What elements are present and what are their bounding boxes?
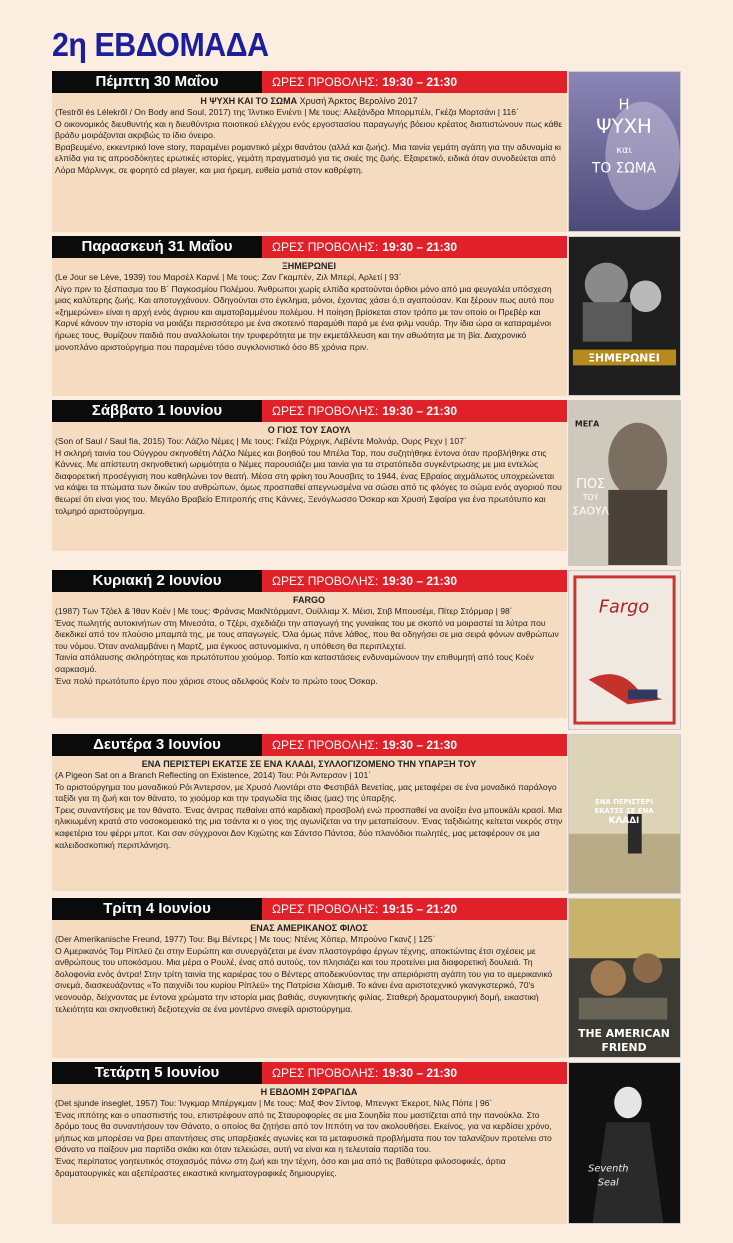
film-synopsis: Ο Αμερικανός Τομ Ρίπλεϋ ζει στην Ευρώπη και συνεργάζεται με έναν πλαστογράφο έργων τέχνης, αποκτώντας έτσι σχέσεις με ανθρώπους του υποκόσμου. Μια μέρα ο Ρουλέ, ένας από αυτούς, τον πλησιάζει και του προτείνει μια διαφορετική δουλειά. Τη δολοφονία ενός άντρα! Στην τρίτη ταινία της καριέρας του ο Βέντερς αποδεικνύοντας την απεριόριστη αγάπη του για το αμερικανικό σινεμά, διασκευάζοντας «Το παιχνίδι του κυρίου Ρίπλεϋ» της Πατρίσια Χάισμιθ. Το κάνει ένα αριστοτεχνικό γκανγκστερικό, 70's νεονουάρ, δείχνοντας με έντονα χρώματα την ιστορία μιας βαθιάς, συγκινητικής φιλίας. Σταθερή δραματουργική δομή, εικαστική τελειότητα και σκηνοθετική δεξιοτεχνία σε ένα μοντέρνο σινεφίλ αριστούργημα. xyxy=(55,945,553,1014)
film-entry xyxy=(52,898,681,1058)
film-review: Τρεις συναντήσεις με τον θάνατο. Ένας άντρας πεθαίνει από καρδιακή προσβολή ενώ προσπαθεί να ανοίξει ένα μπουκάλι κρασί. Μια ηλικιωμένη κρατά στο νοσοκομειακό της μια τσάντα κι ο γιος της αγωνίζεται να την μεταπείσουν. Ένας ταξιδιώτης κείτεται νεκρός στην καφετέρια του φέρρι μποτ. Και σαν σύγχρονοι Δον Κιχώτης και Σάντσο Πάντσα, δύο πλανόδιοι πωλητές, μας μεταφέρουν σε μια καλειδοσκοπική περιπλάνηση. xyxy=(55,804,563,850)
screening-times xyxy=(262,236,567,258)
poster-image xyxy=(569,571,680,729)
entry-header xyxy=(52,71,567,93)
film-award: Χρυσή Άρκτος Βερολίνο 2017 xyxy=(299,96,418,106)
poster-image xyxy=(569,899,680,1057)
poster-text: ΚΛΑΔΙ xyxy=(608,815,640,826)
poster-text: ΤΟ ΣΩΜΑ xyxy=(592,160,656,177)
poster-text: ΕΝΑ ΠΕΡΙΣΤΕΡΙ xyxy=(595,798,653,807)
entry-header xyxy=(52,236,567,258)
times-value: 19:30 – 21:30 xyxy=(382,738,458,752)
film-credits: (Testről és Lélekről / On Body and Soul, 2017) της Ίλντικο Ενιέντι | Με τους: Αλεξάνδρα Μπορμπέλι, Γκέζα Μορτσάνι | 116΄ xyxy=(55,107,519,117)
poster-image xyxy=(569,237,680,395)
times-label: ΩΡΕΣ ΠΡΟΒΟΛΗΣ: xyxy=(272,1066,379,1080)
day-label: Πέμπτη 30 Μαΐου xyxy=(52,71,262,93)
day-label: Τρίτη 4 Ιουνίου xyxy=(52,898,262,920)
svg-text:ΜΕΓΑ: ΜΕΓΑ xyxy=(574,419,600,429)
day-label: Σάββατο 1 Ιουνίου xyxy=(52,400,262,422)
film-review: Βραβευμένο, εκκεντρικό love story, παραμένει ρομαντικό μέχρι θανάτου (αλλά και ζωής). Μια ταινία γεμάτη αγάπη για την αδυναμία κι ελπίδα για τις απροσδόκητες ερωτικές ιστορίες, γεμάτη πραγματισμό για τις σκιές της ζωής. Εξαιρετικό, ειδικά όταν συνοδεύεται από Λόρα Μάρλινγκ, σε φορητό cd player, και μια ήρεμη, ευθεία ματιά στον καθρέφτη. xyxy=(55,141,561,175)
screening-times xyxy=(262,400,567,422)
entry-header xyxy=(52,734,567,756)
times-value: 19:30 – 21:30 xyxy=(382,1066,458,1080)
film-title: Η ΕΒΔΟΜΗ ΣΦΡΑΓΙΔΑ xyxy=(260,1087,358,1097)
film-credits: (1987) Των Τζόελ & Ίθαν Κοέν | Με τους: Φράνσις ΜακΝτόρμαντ, Ουίλλιαμ Χ. Μέισι, Στιβ Μπουσέμι, Πίτερ Στόρμαρ | 98΄ xyxy=(55,606,513,616)
times-label: ΩΡΕΣ ΠΡΟΒΟΛΗΣ: xyxy=(272,574,379,588)
film-title: ΞΗΜΕΡΩΝΕΙ xyxy=(281,261,336,271)
poster-text: ΤΟΥ xyxy=(582,492,599,502)
film-entry xyxy=(52,734,681,894)
poster-text: Seal xyxy=(597,1177,619,1189)
film-note: Ένα πολύ πρωτότυπο έργο που χάρισε στους αδελφούς Κοέν το πρώτο τους Όσκαρ. xyxy=(55,675,378,686)
film-synopsis: Η σκληρή ταινία του Ούγγρου σκηνοθέτη Λάζλο Νέμες και βοηθού του Μπέλα Ταρ, που συζητήθηκε έντονα όταν προβλήθηκε στις Κάννες. Με απίστευτη σκηνοθετική ωριμότητα ο Νέμες παρουσιάζει μια ταινία για τα στρατόπεδα συγκέντρωσης με μια εντελώς διαφορετική προσέγγιση που καθηλώνει τον θεατή. Μέσα στη φρίκη του Άουσβιτς το 1944, ένας Εβραίος αιχμάλωτος υποχρεώνεται να κάψει τα πτώματα των δικών του ανθρώπων, όμως προσπαθεί απεγνωσμένα να σώσει από τις φλόγες το σώμα ενός αγοριού που θεωρεί ότι είναι γιος του. Μεγάλο Βραβείο Επιτροπής στις Κάννες, Ξενόγλωσσο Όσκαρ και Χρυσή Σφαίρα για ένα πρωτότυπο και τολμηρό αριστούργημα. xyxy=(55,447,562,516)
entry-body xyxy=(52,1084,567,1224)
screening-times xyxy=(262,71,567,93)
page-title: 2η ΕΒΔΟΜΑΔΑ xyxy=(52,26,269,63)
times-label: ΩΡΕΣ ΠΡΟΒΟΛΗΣ: xyxy=(272,404,379,418)
film-title-line xyxy=(55,95,563,107)
entry-header xyxy=(52,400,567,422)
times-value: 19:15 – 21:20 xyxy=(382,902,458,916)
screening-times xyxy=(262,734,567,756)
day-label: Τετάρτη 5 Ιουνίου xyxy=(52,1062,262,1084)
poster-psychi-kai-soma xyxy=(568,71,681,232)
poster-text: FRIEND xyxy=(601,1041,647,1055)
poster-text: Seventh xyxy=(588,1163,629,1175)
poster-image xyxy=(569,735,680,893)
film-synopsis: Ένας πωλητής αυτοκινήτων στη Μινεσότα, ο Τζέρι, σχεδιάζει την απαγωγή της γυναίκας του με σκοπό να μοιραστεί τα λύτρα που διεκδικεί από τον πλούσιο μπαμπά της, με τους απαγωγείς. Όλα όμως πάνε λάθος, που θα οδηγήσει σε μια σειρά φόνων ανθρώπων του νόμου. Όταν αναλαμβάνει η Μαρτζ, μια έγκυος αστυνομικίνα, η υπόθεση θα περιπλεχτεί. xyxy=(55,617,559,651)
film-synopsis: Το αριστούργημα του μοναδικού Ρόι Άντερσον, με Χρυσό Λιοντάρι στο Φεστιβάλ Βενετίας, μας μεταφέρει σε ένα μοναδικό παράλογο ταξίδι για τη ζωή και τον θάνατο, το χιούμορ και την τραγωδία της ίδιας (μας) της ύπαρξης. xyxy=(55,781,557,804)
times-label: ΩΡΕΣ ΠΡΟΒΟΛΗΣ: xyxy=(272,75,379,89)
day-label: Παρασκευή 31 Μαΐου xyxy=(52,236,262,258)
film-title: ΕΝΑ ΠΕΡΙΣΤΕΡΙ ΕΚΑΤΣΕ ΣΕ ΕΝΑ ΚΛΑΔΙ, ΣΥΛΛΟΓΙΖΟΜΕΝΟ ΤΗΝ ΥΠΑΡΞΗ ΤΟΥ xyxy=(141,759,477,769)
day-label: Κυριακή 2 Ιουνίου xyxy=(52,570,262,592)
film-entry xyxy=(52,570,681,730)
times-label: ΩΡΕΣ ΠΡΟΒΟΛΗΣ: xyxy=(272,738,379,752)
screening-times xyxy=(262,570,567,592)
entry-body xyxy=(52,920,567,1058)
poster-text: THE AMERICAN xyxy=(578,1027,670,1041)
film-credits: (A Pigeon Sat on a Branch Reflecting on Existence, 2014) Του: Ρόι Άντερσον | 101΄ xyxy=(55,770,372,780)
poster-text: ΨΥΧΗ xyxy=(596,115,652,139)
entry-body xyxy=(52,93,567,232)
poster-fargo xyxy=(568,570,681,730)
screening-times xyxy=(262,1062,567,1084)
film-title: Η ΨΥΧΗ ΚΑΙ ΤΟ ΣΩΜΑ xyxy=(200,96,298,106)
poster-image xyxy=(569,1063,680,1223)
times-value: 19:30 – 21:30 xyxy=(382,75,458,89)
poster-gios-tou-saoul xyxy=(568,400,681,566)
film-credits: (Det sjunde inseglet, 1957) Του: Ίνγκμαρ Μπέργκμαν | Με τους: Μαξ Φον Σίντοφ, Μπενγκτ Έκεροτ, Νιλς Πόπε | 96΄ xyxy=(55,1098,493,1108)
entry-body xyxy=(52,422,567,551)
poster-american-friend xyxy=(568,898,681,1058)
entry-header xyxy=(52,898,567,920)
poster-text: Fargo xyxy=(598,597,650,618)
film-review: Ένας περίπατος γοητευτικός στοχασμός πάνω στη ζωή και την τέχνη, όσο και μια από τις βαθύτερα φιλοσοφικές, άρτια δραματουργικές και αξεπέραστες εικαστικά κινηματογραφικές δημιουργίες. xyxy=(55,1155,506,1178)
poster-ximeronei xyxy=(568,236,681,396)
film-review: Ταινία απόλαυσης σκληρότητας και πρωτότυπου χιούμορ. Τοπίο και καταστάσεις ενδυναμώνουν την επιθυμητή από τους Κοέν σαρκασμό. xyxy=(55,652,534,674)
poster-evdomi-sfragida xyxy=(568,1062,681,1224)
film-title: ΕΝΑΣ ΑΜΕΡΙΚΑΝΟΣ ΦΙΛΟΣ xyxy=(250,923,368,933)
entry-body xyxy=(52,258,567,396)
film-synopsis: Ένας ιππότης και ο υπασπιστής του, επιστρέφουν από τις Σταυροφορίες σε μια Σουηδία που μαστίζεται από την πανούκλα. Στο δρόμο τους θα συναντήσουν τον Θάνατο, ο οποίος θα ζητήσει από τον Ιππότη να τον ακολουθήσει. Εκείνος, για να κερδίσει χρόνο, μήπως και μπορέσει να βρει απαντήσεις στις υπαρξιακές αγωνίες και τα μεταφυσικά προβλήματα που τον ταλανίζουν προτείνει στο Θάνατο να παίξουν μια παρτίδα σκάκι και όταν τελειώσει, αυτή να είναι και η τελευταία παρτίδα του. xyxy=(55,1109,552,1155)
entry-header xyxy=(52,570,567,592)
film-entry xyxy=(52,1062,681,1224)
screening-times xyxy=(262,898,567,920)
film-entry xyxy=(52,236,681,396)
times-value: 19:30 – 21:30 xyxy=(382,404,458,418)
poster-image xyxy=(569,72,680,231)
day-label: Δευτέρα 3 Ιουνίου xyxy=(52,734,262,756)
film-entry xyxy=(52,71,681,232)
times-value: 19:30 – 21:30 xyxy=(382,574,458,588)
times-label: ΩΡΕΣ ΠΡΟΒΟΛΗΣ: xyxy=(272,902,379,916)
poster-text: ΓΙΟΣ xyxy=(576,476,606,492)
film-title: FARGO xyxy=(292,595,325,605)
film-entry xyxy=(52,400,681,566)
poster-image xyxy=(569,401,680,565)
entry-body xyxy=(52,756,567,891)
film-title: Ο ΓΙΟΣ ΤΟΥ ΣΑΟΥΛ xyxy=(267,425,351,435)
poster-text: ΣΑΟΥΛ xyxy=(572,504,609,518)
film-synopsis: Ο οικονομικός διευθυντής και η διευθύντρια ποιοτικού ελέγχου ενός εργοστασίου παραγωγής βόειου κρέατος διαπιστώνουν πως κάθε βράδυ μοιράζονται ακριβώς το ίδιο όνειρο. xyxy=(55,118,563,141)
times-value: 19:30 – 21:30 xyxy=(382,240,458,254)
poster-text: και xyxy=(616,144,632,156)
film-credits: (Le Jour se Lève, 1939) του Μαρσέλ Καρνέ | Με τους: Ζαν Γκαμπέν, Ζιλ Μπερί, Αρλετί | 93΄ xyxy=(55,272,402,282)
film-synopsis: Λίγο πριν το ξέσπασμα του Β΄ Παγκοσμίου Πολέμου. Άνθρωποι χωρίς ελπίδα κρατούνται όρθιοι μόνο από μια φευγαλέα υπόσχεση μιας καλύτερης ζωής. Και αποτυγχάνουν. Οδηγούνται στο έγκλημα, μόνοι, έχοντας χάσει ό,τι αγαπούσαν. Και ξέρουν πως αυτό που «ξημερώνει» είναι η αρχή ενός άγριου και αιματοβαμμένου πολέμου. Η ποίηση βρίσκεται στον τρόπο με τον οποίο οι Πρεβέρ και Καρνέ κάνουν την ιστορία να μοιάζει περισσότερο με ένα σκοτεινό παραμύθι παρά με ένα φιλμ νουάρ. Την ίδια ώρα οι καταραμένοι ήρωες τους, θυμίζουν παιδιά που αναλλοίωτοι την τρυφερότητα με την εκμετάλλευση και την αθωότητα με τη βία. Διαχρονικό μονοπλάνο αριστούργημα που παραμένει τόσο συγκλονιστικό όσο 85 χρόνια πριν. xyxy=(55,283,555,352)
poster-text: Η xyxy=(618,96,630,114)
entry-header xyxy=(52,1062,567,1084)
times-label: ΩΡΕΣ ΠΡΟΒΟΛΗΣ: xyxy=(272,240,379,254)
poster-text: ΞΗΜΕΡΩΝΕΙ xyxy=(588,351,660,365)
poster-text: ΕΚΑΤΣΕ ΣΕ ΕΝΑ xyxy=(594,806,654,816)
film-credits: (Der Amerikanische Freund, 1977) Του: Βιμ Βέντερς | Με τους: Ντένις Χόπερ, Μπρούνο Γκανζ | 125΄ xyxy=(55,934,436,944)
film-credits: (Son of Saul / Saul fia, 2015) Του: Λάζλο Νέμες | Με τους: Γκέζα Ρόχριγκ, Λεβέντε Μολνάρ, Ουρς Ρεχν | 107΄ xyxy=(55,436,467,446)
poster-peristeri xyxy=(568,734,681,894)
entry-body xyxy=(52,592,567,718)
